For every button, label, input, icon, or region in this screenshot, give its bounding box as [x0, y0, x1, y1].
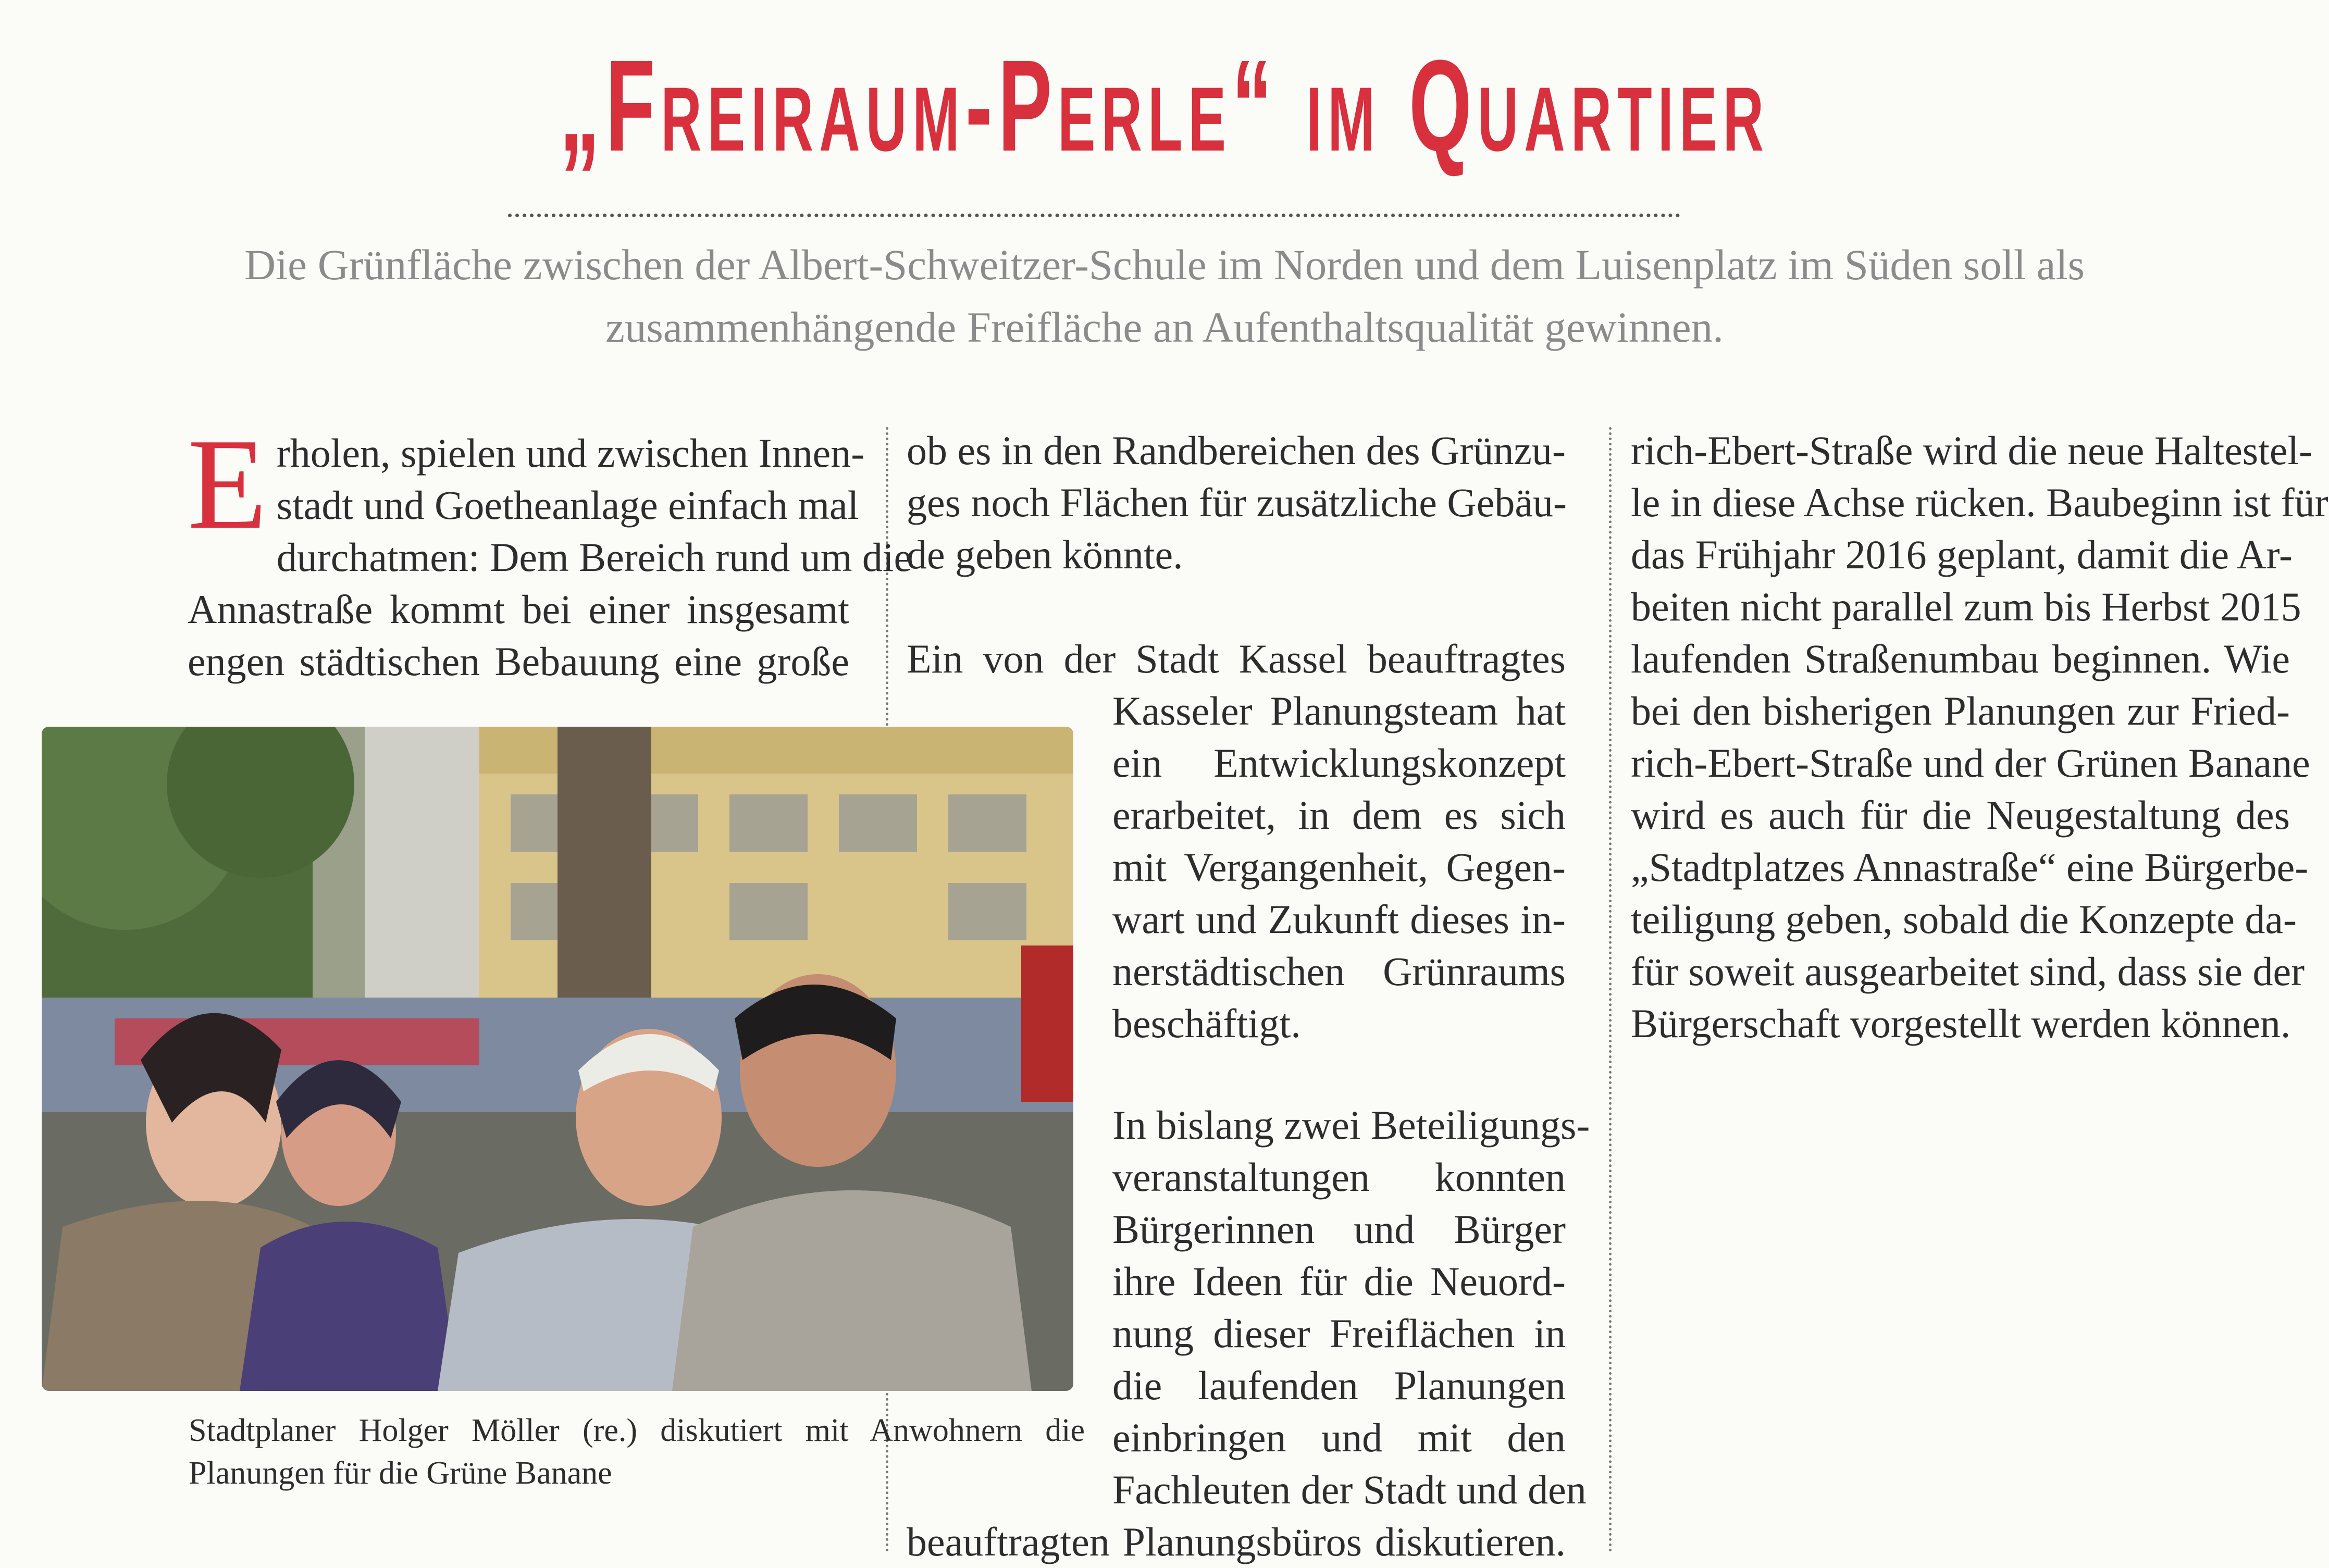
text-line: die laufenden Planungen [1112, 1363, 1566, 1408]
article-headline: „Freiraum-Perle“ im Quartier [559, 33, 1770, 178]
article-subtitle: Die Grünfläche zwischen der Albert-Schweitzer-Schule im Norden und dem Luisenplatz im Süden soll als zusammenhängende Freifläche an Aufenthaltsqualität gewinnen. [244, 241, 2085, 351]
text-line: rich-Ebert-Straße wird die neue Haltestel- [1631, 428, 2313, 473]
text-line: de geben könnte. [907, 532, 1183, 577]
column-2-text-para2-start [907, 633, 1566, 685]
column-3-text [1631, 425, 2328, 1050]
text-line: Ein von der Stadt Kassel beauftragtes [907, 636, 1566, 681]
text-line: teiligung geben, sobald die Konzepte da- [1631, 897, 2297, 942]
column-divider-2 [1609, 427, 1612, 1552]
text-line: beiten nicht parallel zum bis Herbst 2015 [1631, 584, 2301, 629]
drop-cap: E [188, 412, 267, 556]
text-line: Fachleuten der Stadt und den [1112, 1467, 1587, 1512]
column-2-text-last-line [907, 1516, 1566, 1568]
text-line: ihre Ideen für die Neuord- [1112, 1259, 1566, 1304]
text-line: einbringen und mit den [1112, 1415, 1566, 1460]
text-line: beschäftigt. [1112, 1001, 1301, 1046]
text-line: beauftragten Planungsbüros diskutieren. [907, 1519, 1566, 1564]
text-line: mit Vergangenheit, Gegen- [1112, 844, 1566, 890]
text-line: ob es in den Randbereichen des Grünzu- [907, 428, 1566, 473]
text-line: wird es auch für die Neugestaltung des [1631, 792, 2290, 838]
text-line: engen städtischen Bebauung eine große [188, 639, 849, 684]
text-line: Annastraße kommt bei einer insgesamt [188, 587, 849, 632]
column-2-text-para2 [1112, 685, 1566, 1050]
text-line: veranstaltungen konnten [1112, 1154, 1566, 1200]
text-line: das Frühjahr 2016 geplant, damit die Ar- [1631, 532, 2293, 577]
column-1-text [188, 412, 912, 688]
column-2-text-para3 [1112, 1099, 1590, 1516]
article-photo [42, 727, 1073, 1391]
text-line: durchatmen: Dem Bereich rund um die [276, 534, 912, 580]
photo-caption: Stadtplaner Holger Möller (re.) diskutiert mit Anwohnern die Planungen für die Grüne Banane [189, 1413, 1085, 1491]
column-2-text-top [907, 425, 1566, 581]
text-line: ges noch Flächen für zusätzliche Gebäu- [907, 480, 1567, 525]
text-line: stadt und Goetheanlage einfach mal [276, 482, 859, 528]
headline-divider [508, 214, 1680, 217]
text-line: bei den bisherigen Planungen zur Fried- [1631, 688, 2290, 733]
text-line: rholen, spielen und zwischen Innen- [276, 430, 865, 476]
text-line: ein Entwicklungskonzept [1112, 740, 1566, 786]
text-line: In bislang zwei Beteiligungs- [1112, 1102, 1590, 1148]
text-line: laufenden Straßenumbau beginnen. Wie [1631, 636, 2290, 681]
text-line: nung dieser Freiflächen in [1112, 1311, 1566, 1356]
text-line: rich-Ebert-Straße und der Grünen Banane [1631, 740, 2310, 786]
text-line: „Stadtplatzes Annastraße“ eine Bürgerbe- [1631, 844, 2309, 890]
text-line: Kasseler Planungsteam hat [1112, 688, 1566, 733]
text-line: nerstädtischen Grünraums [1112, 949, 1566, 994]
text-line: wart und Zukunft dieses in- [1112, 897, 1566, 942]
text-line: Bürgerinnen und Bürger [1112, 1206, 1566, 1252]
text-line: erarbeitet, in dem es sich [1112, 792, 1566, 838]
text-line: Bürgerschaft vorgestellt werden können. [1631, 1001, 2291, 1046]
text-line: für soweit ausgearbeitet sind, dass sie der [1631, 949, 2305, 994]
text-line: le in diese Achse rücken. Baubeginn ist für [1631, 480, 2328, 525]
